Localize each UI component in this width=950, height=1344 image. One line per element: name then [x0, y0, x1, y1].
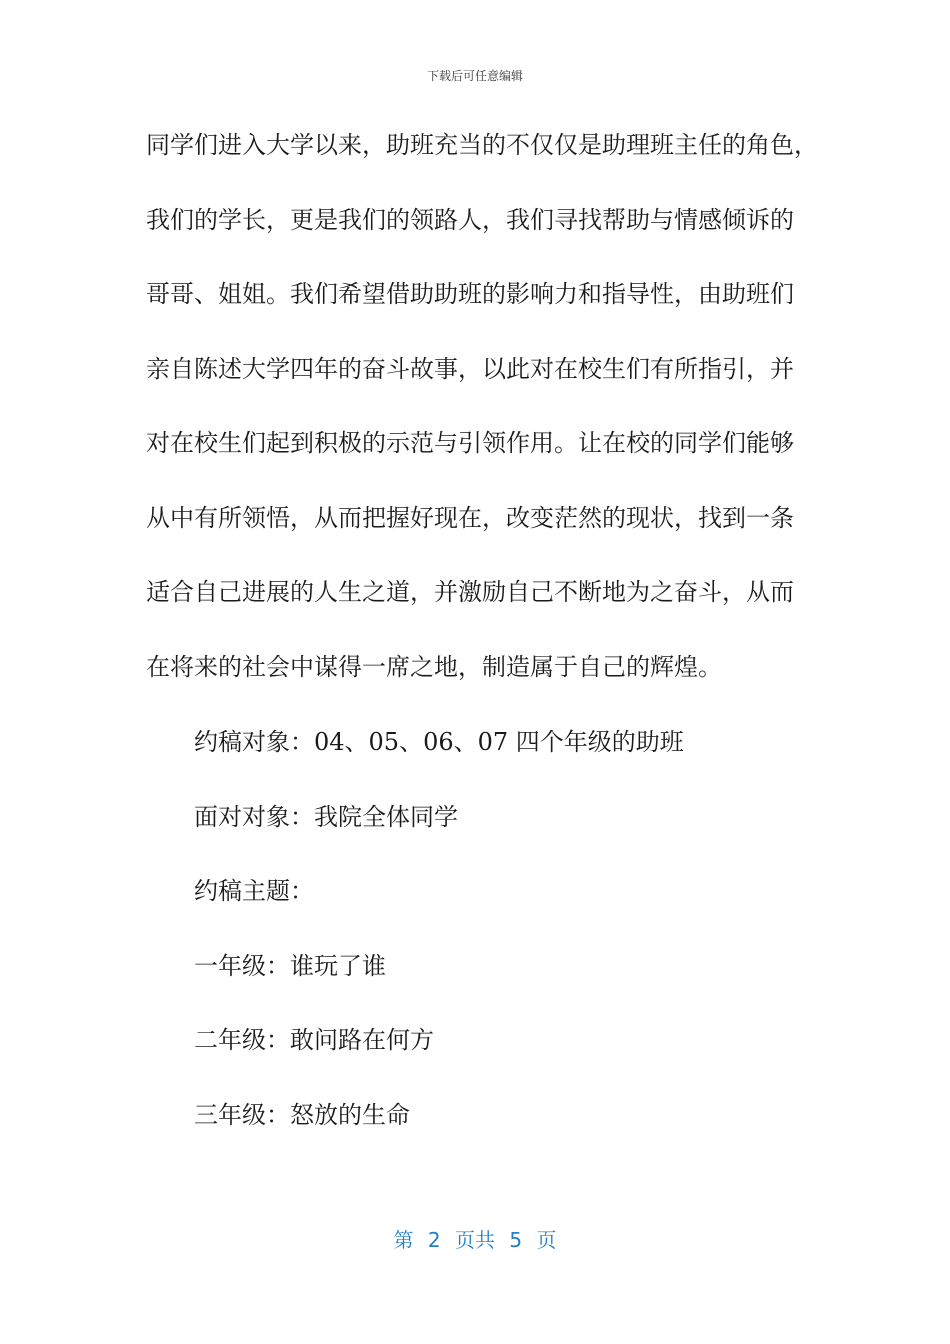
list-item: 面对对象：我院全体同学: [194, 802, 458, 831]
page-header: 下载后可任意编辑: [426, 69, 523, 83]
page-suffix: 页: [536, 1228, 557, 1252]
list-item: 三年级：怒放的生命: [194, 1100, 410, 1129]
body-paragraph: [146, 108, 816, 704]
list-item: 二年级：敢问路在何方: [194, 1026, 434, 1054]
total-pages: 5: [509, 1228, 523, 1252]
page-middle: 页共: [455, 1228, 495, 1252]
paragraph-line: 亲自陈述大学四年的奋斗故事，以此对在校生们有所指引，并: [146, 354, 794, 383]
list-item: 约稿主题：: [194, 877, 314, 905]
list-item: 一年级：谁玩了谁: [194, 951, 386, 980]
paragraph-line: 适合自己进展的人生之道，并激励自己不断地为之奋斗，从而: [146, 578, 794, 606]
paragraph-line: 哥哥、姐姐。我们希望借助助班的影响力和指导性，由助班们: [146, 280, 794, 308]
paragraph-line: 对在校生们起到积极的示范与引领作用。让在校的同学们能够: [146, 429, 794, 457]
current-page: 2: [427, 1228, 441, 1252]
page-number-footer: [0, 1224, 950, 1253]
paragraph-line: 我们的学长，更是我们的领路人，我们寻找帮助与情感倾诉的: [146, 205, 794, 234]
paragraph-line: 同学们进入大学以来，助班充当的不仅仅是助理班主任的角色，: [146, 131, 818, 159]
list-item: 约稿对象：04、05、06、07 四个年级的助班: [194, 728, 684, 756]
info-list: [194, 705, 684, 1152]
paragraph-line: 在将来的社会中谋得一席之地，制造属于自己的辉煌。: [146, 652, 722, 681]
paragraph-line: 从中有所领悟，从而把握好现在，改变茫然的现状，找到一条: [146, 503, 794, 532]
page-prefix: 第: [393, 1228, 414, 1252]
